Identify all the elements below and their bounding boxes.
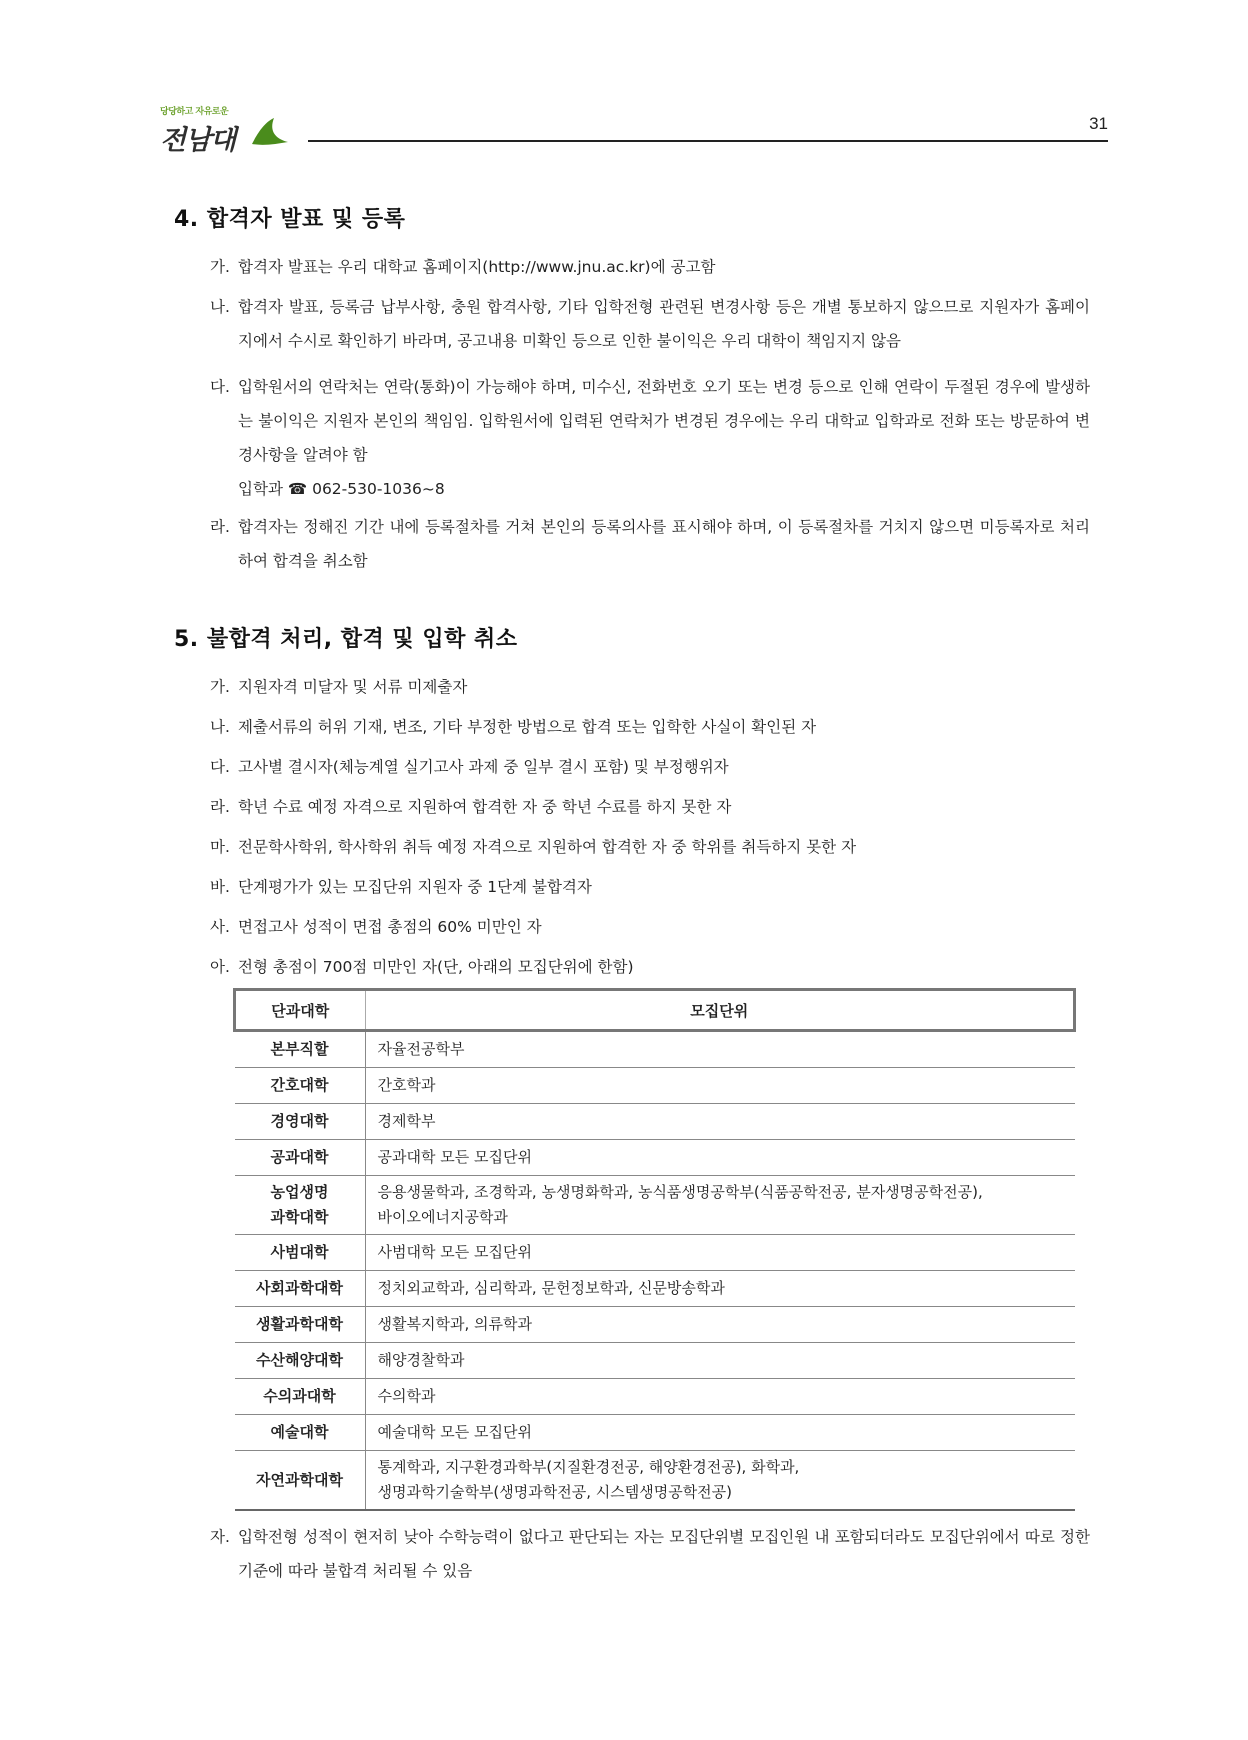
college-cell: 수산해양대학 xyxy=(235,1343,366,1379)
page-header xyxy=(160,100,1108,156)
table-row xyxy=(235,1307,1075,1343)
college-cell: 공과대학 xyxy=(235,1140,366,1176)
college-cell: 경영대학 xyxy=(235,1104,366,1140)
units-cell: 생활복지학과, 의류학과 xyxy=(365,1307,1075,1343)
list-item xyxy=(210,290,1090,358)
list-item xyxy=(210,670,1090,704)
item-mark: 라. xyxy=(210,518,230,536)
item-text: 고사별 결시자(체능계열 실기고사 과제 중 일부 결시 포함) 및 부정행위자 xyxy=(238,758,729,776)
item-mark: 가. xyxy=(210,258,230,276)
table-row xyxy=(235,1415,1075,1451)
college-cell: 자연과학대학 xyxy=(235,1451,366,1511)
table-row xyxy=(235,1343,1075,1379)
section-4-title: 4. 합격자 발표 및 등록 xyxy=(174,207,406,232)
list-item xyxy=(210,370,1090,506)
list-item xyxy=(210,950,1090,984)
table-header-row xyxy=(235,990,1075,1031)
table-row xyxy=(235,1235,1075,1271)
item-mark: 다. xyxy=(210,758,230,776)
item-mark: 라. xyxy=(210,798,230,816)
section-5-title: 5. 불합격 처리, 합격 및 입학 취소 xyxy=(174,627,518,652)
item-mark: 바. xyxy=(210,878,230,896)
logo-swoosh-icon xyxy=(248,114,290,150)
item-text: 합격자 발표, 등록금 납부사항, 충원 합격사항, 기타 입학전형 관련된 변경사항 등은 개별 통보하지 않으므로 지원자가 홈페이지에서 수시로 확인하기 바라며, 공고내용 미확인 등으로 인한 불이익은 우리 대학이 책임지지 않음 xyxy=(238,298,1090,350)
table-row xyxy=(235,1104,1075,1140)
units-cell: 자율전공학부 xyxy=(365,1031,1075,1068)
list-item xyxy=(210,910,1090,944)
table-row xyxy=(235,1031,1075,1068)
list-item xyxy=(210,250,1090,284)
units-cell: 예술대학 모든 모집단위 xyxy=(365,1415,1075,1451)
item-text: 입학전형 성적이 현저히 낮아 수학능력이 없다고 판단되는 자는 모집단위별 모집인원 내 포함되더라도 모집단위에서 따로 정한 기준에 따라 불합격 처리될 수 있음 xyxy=(238,1528,1090,1580)
item-mark: 마. xyxy=(210,838,230,856)
college-cell: 농업생명 과학대학 xyxy=(235,1176,366,1235)
units-cell: 사범대학 모든 모집단위 xyxy=(365,1235,1075,1271)
logo-name: 전남대 xyxy=(160,125,236,156)
units-cell: 수의학과 xyxy=(365,1379,1075,1415)
header-rule xyxy=(308,140,1108,142)
list-item xyxy=(210,790,1090,824)
col-header-units: 모집단위 xyxy=(365,990,1075,1031)
list-item xyxy=(210,1520,1090,1588)
table-row xyxy=(235,1140,1075,1176)
contact-line: 입학과 ☎ 062-530-1036~8 xyxy=(238,480,445,498)
item-text: 합격자는 정해진 기간 내에 등록절차를 거쳐 본인의 등록의사를 표시해야 하며, 이 등록절차를 거치지 않으면 미등록자로 처리하여 합격을 취소함 xyxy=(238,518,1090,570)
item-text: 합격자 발표는 우리 대학교 홈페이지(http://www.jnu.ac.kr)에 공고함 xyxy=(238,258,716,276)
university-logo xyxy=(160,100,290,156)
table-row xyxy=(235,1379,1075,1415)
table-row xyxy=(235,1068,1075,1104)
table-row xyxy=(235,1176,1075,1235)
units-cell: 해양경찰학과 xyxy=(365,1343,1075,1379)
item-text: 제출서류의 허위 기재, 변조, 기타 부정한 방법으로 합격 또는 입학한 사실이 확인된 자 xyxy=(238,718,817,736)
units-cell: 응용생물학과, 조경학과, 농생명화학과, 농식품생명공학부(식품공학전공, 분자생명공학전공), 바이오에너지공학과 xyxy=(365,1176,1075,1235)
item-mark: 다. xyxy=(210,378,230,396)
item-text: 지원자격 미달자 및 서류 미제출자 xyxy=(238,678,468,696)
list-item xyxy=(210,870,1090,904)
list-item xyxy=(210,830,1090,864)
recruitment-units-table xyxy=(233,988,1076,1511)
item-text: 단계평가가 있는 모집단위 지원자 중 1단계 불합격자 xyxy=(238,878,592,896)
units-cell: 통계학과, 지구환경과학부(지질환경전공, 해양환경전공), 화학과, 생명과학기술학부(생명과학전공, 시스템생명공학전공) xyxy=(365,1451,1075,1511)
col-header-college: 단과대학 xyxy=(235,990,366,1031)
item-mark: 사. xyxy=(210,918,230,936)
item-text: 전문학사학위, 학사학위 취득 예정 자격으로 지원하여 합격한 자 중 학위를 취득하지 못한 자 xyxy=(238,838,857,856)
item-text: 학년 수료 예정 자격으로 지원하여 합격한 자 중 학년 수료를 하지 못한 자 xyxy=(238,798,732,816)
list-item xyxy=(210,510,1090,578)
list-item xyxy=(210,750,1090,784)
item-text: 전형 총점이 700점 미만인 자(단, 아래의 모집단위에 한함) xyxy=(238,958,634,976)
college-cell: 수의과대학 xyxy=(235,1379,366,1415)
item-text: 입학원서의 연락처는 연락(통화)이 가능해야 하며, 미수신, 전화번호 오기 또는 변경 등으로 인해 연락이 두절된 경우에 발생하는 불이익은 지원자 본인의 책임임. 입학원서에 입력된 연락처가 변경된 경우에는 우리 대학교 입학과로 전화 또는 방문하여 변경사항을 알려야 함 xyxy=(238,378,1090,464)
item-mark: 가. xyxy=(210,678,230,696)
item-mark: 자. xyxy=(210,1528,230,1546)
units-cell: 정치외교학과, 심리학과, 문헌정보학과, 신문방송학과 xyxy=(365,1271,1075,1307)
item-mark: 나. xyxy=(210,718,230,736)
college-cell: 사범대학 xyxy=(235,1235,366,1271)
item-text: 면접고사 성적이 면접 총점의 60% 미만인 자 xyxy=(238,918,542,936)
college-cell: 예술대학 xyxy=(235,1415,366,1451)
units-cell: 공과대학 모든 모집단위 xyxy=(365,1140,1075,1176)
college-cell: 생활과학대학 xyxy=(235,1307,366,1343)
table-row xyxy=(235,1271,1075,1307)
page-number: 31 xyxy=(1089,114,1108,133)
units-cell: 간호학과 xyxy=(365,1068,1075,1104)
logo-slogan: 당당하고 자유로운 xyxy=(160,107,229,117)
units-cell: 경제학부 xyxy=(365,1104,1075,1140)
item-mark: 아. xyxy=(210,958,230,976)
item-mark: 나. xyxy=(210,298,230,316)
list-item xyxy=(210,710,1090,744)
college-cell: 사회과학대학 xyxy=(235,1271,366,1307)
college-cell: 간호대학 xyxy=(235,1068,366,1104)
college-cell: 본부직할 xyxy=(235,1031,366,1068)
table-row xyxy=(235,1451,1075,1511)
